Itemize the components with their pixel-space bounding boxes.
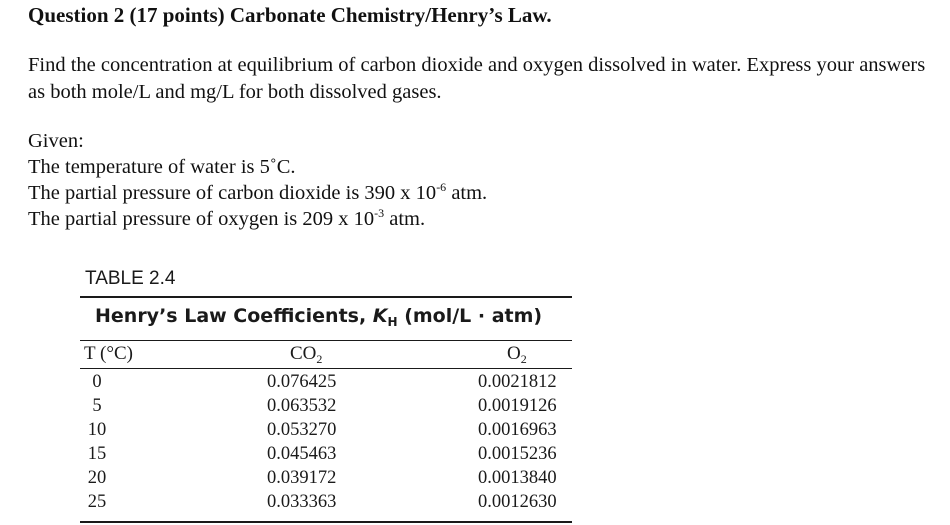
given-o2-pressure <box>28 206 487 232</box>
caption-units: (mol/L · atm) <box>397 305 543 327</box>
cell-temperature: 15 <box>87 444 107 464</box>
co2-header-base: CO <box>290 343 317 364</box>
cell-co2: 0.045463 <box>267 444 337 464</box>
column-header-temperature: T (°C) <box>84 343 133 364</box>
table-row <box>80 468 572 492</box>
given-section <box>28 128 487 232</box>
o2-header-subscript: 2 <box>520 352 527 366</box>
table-row <box>80 372 572 396</box>
cell-o2: 0.0013840 <box>478 468 557 488</box>
given-temperature: The temperature of water is 5˚C. <box>28 156 296 178</box>
table-label: TABLE 2.4 <box>85 268 176 289</box>
table-row <box>80 396 572 420</box>
cell-co2: 0.033363 <box>267 492 337 512</box>
cell-o2: 0.0012630 <box>478 492 557 512</box>
cell-o2: 0.0016963 <box>478 420 557 440</box>
co2-header-subscript: 2 <box>316 352 323 366</box>
cell-temperature: 25 <box>87 492 107 512</box>
question-title: Question 2 (17 points) Carbonate Chemistry/Henry’s Law. <box>28 3 552 27</box>
cell-temperature: 5 <box>92 396 102 416</box>
o2-header-base: O <box>507 343 521 364</box>
cell-co2: 0.076425 <box>267 372 337 392</box>
co2-pressure-text: The partial pressure of carbon dioxide is 390 x 10 <box>28 182 437 204</box>
question-prompt: Find the concentration at equilibrium of carbon dioxide and oxygen dissolved in water. Express your answers as both mole/L and mg/L for both dissolved gases. <box>28 54 926 103</box>
cell-temperature: 10 <box>87 420 107 440</box>
cell-o2: 0.0019126 <box>478 396 557 416</box>
cell-temperature: 0 <box>92 372 102 392</box>
cell-o2: 0.0021812 <box>478 372 557 392</box>
header-rule <box>80 368 572 369</box>
table-caption <box>95 305 542 327</box>
table-bottom-rule <box>80 521 572 523</box>
column-header-co2 <box>290 343 322 365</box>
caption-rule <box>80 340 572 341</box>
given-heading: Given: <box>28 130 84 152</box>
caption-main: Henry’s Law Coefficients, <box>95 305 373 327</box>
table-top-rule <box>80 296 572 298</box>
table-body <box>80 372 572 516</box>
co2-pressure-exponent: -6 <box>436 180 447 194</box>
o2-pressure-exponent: -3 <box>374 206 385 220</box>
cell-co2: 0.063532 <box>267 396 337 416</box>
table-row <box>80 492 572 516</box>
cell-co2: 0.053270 <box>267 420 337 440</box>
caption-symbol: K <box>372 305 388 327</box>
cell-o2: 0.0015236 <box>478 444 557 464</box>
co2-pressure-unit: atm. <box>446 182 488 204</box>
cell-temperature: 20 <box>87 468 107 488</box>
given-co2-pressure <box>28 180 487 206</box>
o2-pressure-text: The partial pressure of oxygen is 209 x 10 <box>28 208 375 230</box>
column-header-o2 <box>507 343 527 365</box>
o2-pressure-unit: atm. <box>384 208 426 230</box>
cell-co2: 0.039172 <box>267 468 337 488</box>
table-row <box>80 420 572 444</box>
table-row <box>80 444 572 468</box>
caption-subscript: H <box>387 315 398 329</box>
